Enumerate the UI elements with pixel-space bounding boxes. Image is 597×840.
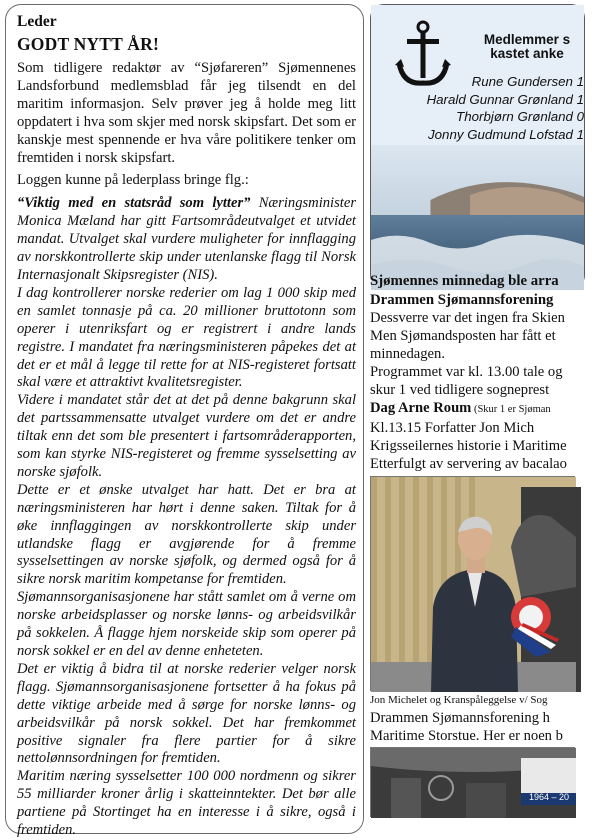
right-column [370, 0, 584, 813]
photo-caption: Jon Michelet og Kranspåleggelse v/ Sog [370, 694, 548, 706]
quote-paragraph: I dag kontrollerer norske rederier om lag 1 000 skip med en samlet tonnasje på ca. 20 millioner bruttotonn som operer i utenriksfart og er registrert i andre lands registre. I mandatet fra næringsministeren påpekes det at det er et mål å legge til rette for at NIS-registeret fortsatt skal være et attraktivt kvalitetsregister. [17, 284, 356, 391]
photo-illustration [371, 477, 576, 692]
body-line: Maritime Storstue. Her er noen b [370, 728, 563, 744]
article-headline: Sjømennes minnedag ble arra [370, 273, 559, 289]
article-headline: Drammen Sjømannsforening [370, 291, 554, 308]
body-line: Drammen Sjømannsforening h [370, 710, 550, 726]
members-title-line: kastet anke [490, 46, 564, 61]
member-name: Thorbjørn Grønland 0 [456, 109, 584, 125]
sea-rocks-photo [371, 145, 584, 290]
body-line: Dessverre var det ingen fra Skien [370, 310, 565, 326]
body-line: Men Sjømandsposten har fått et [370, 328, 556, 344]
intro-paragraph: Loggen kunne på lederplass bringe flg.: [17, 172, 249, 189]
members-title [457, 33, 597, 61]
photo-illustration [371, 748, 576, 818]
body-line: Kl.13.15 Forfatter Jon Mich [370, 420, 535, 436]
quote-paragraph: Sjømannsorganisasjonene har stått samlet om å verne om norske arbeidsplasser og norske lønns- og arbeidsvilkår på sokkelen. Å flagge hjem norskeide skip som operer på norsk sokkel er en del av denne enheteten. [17, 589, 356, 659]
quote-lead: “Viktig med en statsråd som lytter” [17, 195, 251, 212]
maritime-hall-photo [370, 747, 575, 817]
wreath-ceremony-photo [370, 476, 575, 691]
body-line: Programmet var kl. 13.00 tale og [370, 364, 563, 380]
memorial-day-article-continued [370, 709, 575, 745]
leader-article [5, 4, 364, 839]
quote-paragraph: Videre i mandatet står det at det på denne bakgrunn skal det partssammensatte utvalget vurdere om det er andre tiltak enn det som ble presentert i fartsområderapporten, som kan styrke NIS-registeret og fremme sysselsetting av norske sjøfolk. [17, 392, 356, 480]
intro-paragraph: Som tidligere redaktør av “Sjøfareren” Sjømennenes Landsforbund medlemsblad får jeg tilsendt en del maritim informasjon. Selv prøver jeg å holde meg litt oppdatert i hva som skjer med norsk skipsfart. Det som er kanskje mest spennende er hva våre politikere tenker om fremtiden i norsk skipsfart. [17, 60, 356, 166]
members-title-line: Medlemmer s [483, 32, 571, 47]
speaker-line [370, 399, 575, 419]
article-headline: GODT NYTT ÅR! [17, 34, 159, 54]
members-memorial-box [370, 4, 585, 289]
quote-paragraph [17, 195, 356, 285]
body-line: Krigsseilernes historie i Maritime [370, 438, 567, 454]
body-line: skur 1 ved tidligere sogneprest [370, 382, 550, 398]
poster-years: 1964 – 20 [529, 792, 570, 802]
member-name: Harald Gunnar Grønland 1 [426, 91, 584, 107]
quote-paragraph: Dette er et ønske utvalget har hatt. Det er bra at næringsministeren har hørt i denne saken. Tiltak for å øke innflaggingen av norskkontrollerte skip under utlandske flagg er avgjørende for å fremme sysselsettingen av norske sjøfolk, og dermed også for å sikre norsk maritim kompetanse for fremtiden. [17, 481, 356, 588]
body-line: minnedagen. [370, 346, 445, 362]
speaker-note: (Skur 1 er Sjøman [471, 404, 551, 415]
memorial-day-article [370, 272, 575, 473]
quote-paragraph: Maritim næring sysselsetter 100 000 nordmenn og sikrer 55 milliarder kroner årlig i skatteinntekter. Det bør alle partiene på Stortinget ha en interesse i å sikre, også i fremtiden. [17, 768, 356, 839]
member-name: Rune Gundersen 1 [471, 74, 584, 89]
member-name: Jonny Gudmund Lofstad 1 [428, 127, 584, 143]
quote-paragraph: Det er viktig å bidra til at norske rederier velger norsk flagg. Sjømannsorganisasjonene fortsetter å ha fokus på dette viktige arbeide med å sørge for norske lønns- og arbeidsvilkår på norsk sokkel. Det har fremkommet positive signaler fra flere partier for å sikre nettolønnsordningen for fremtiden. [17, 660, 356, 767]
section-label: Leder [17, 13, 57, 30]
body-line: Etterfulgt av servering av bacalao [370, 456, 567, 472]
quote-lead-rest: Næringsminister Monica Mæland har gitt Fartsområdeutvalget et utvidet mandat. Utvalget skal vurdere muligheter for innflagging av norskkontrollerte skip under utenlanske flagg til Norsk Internasjonalt Skipsregister (NIS). [17, 195, 357, 283]
speaker-name: Dag Arne Roum [370, 400, 472, 416]
members-list [374, 73, 584, 144]
